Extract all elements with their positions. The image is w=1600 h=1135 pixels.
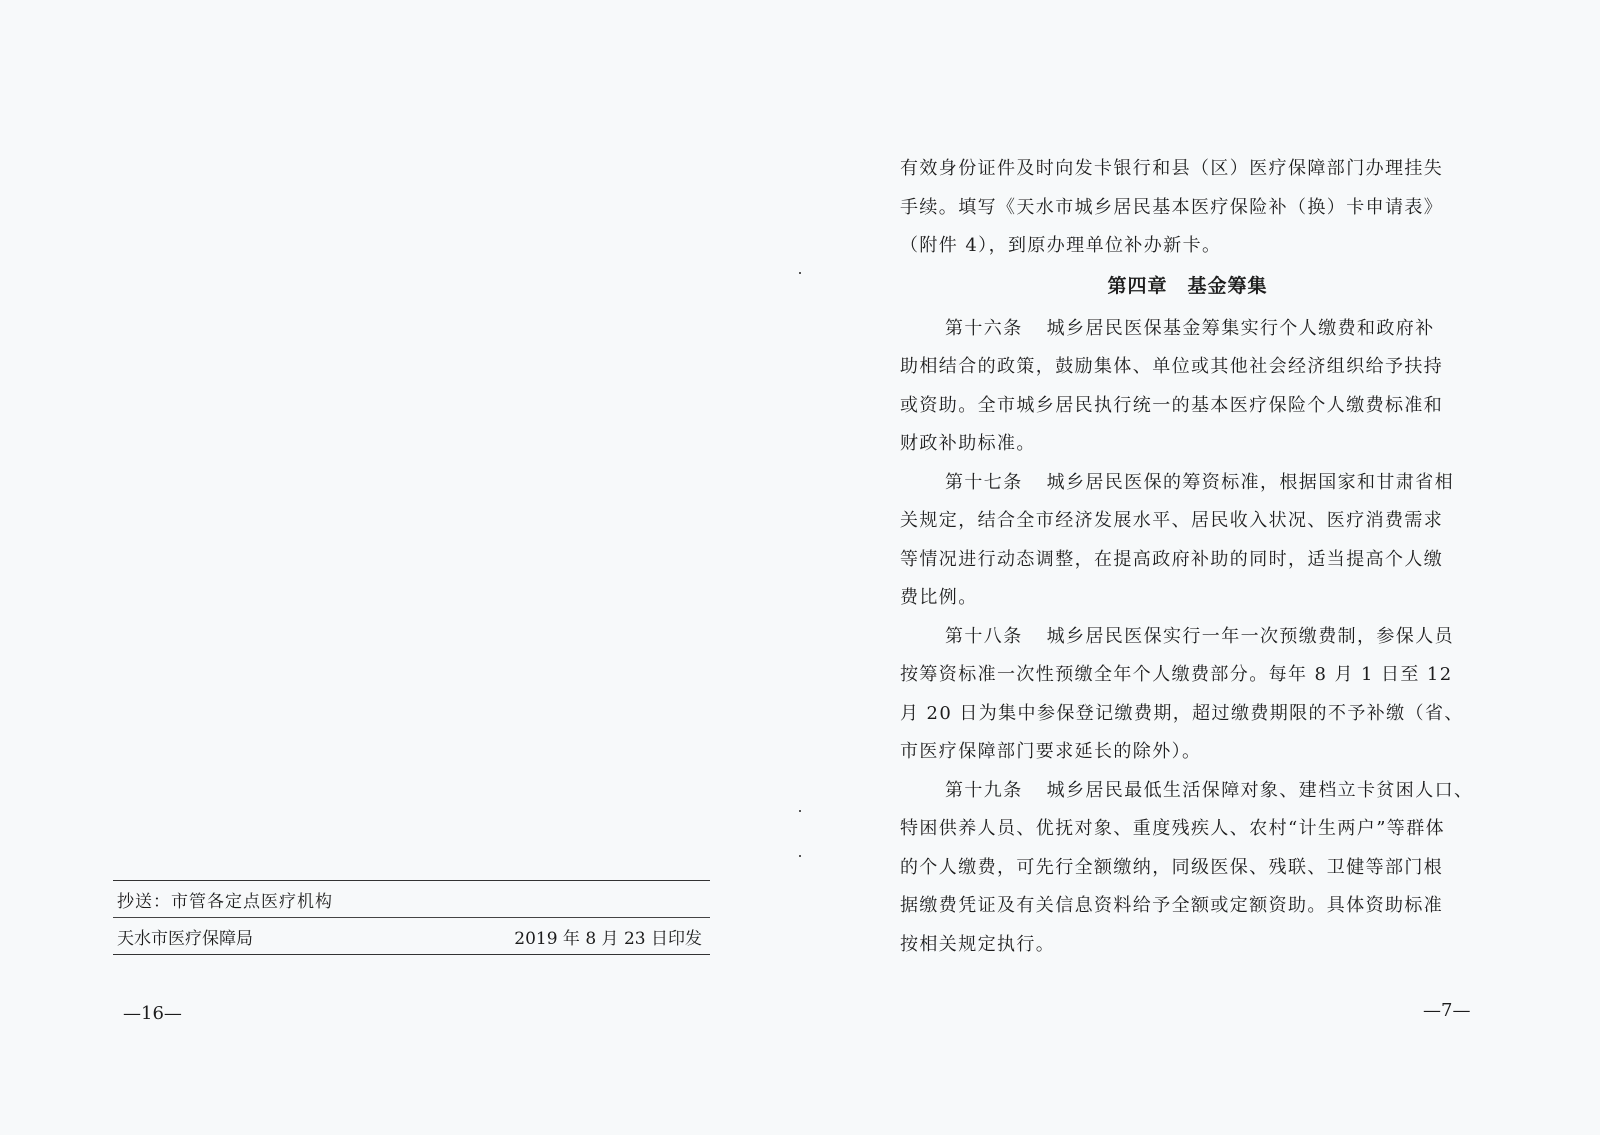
article-text: 城乡居民最低生活保障对象、建档立卡贫困人口、 bbox=[1046, 779, 1474, 801]
chapter-heading bbox=[900, 266, 1475, 310]
article-label: 第十九条 bbox=[945, 779, 1023, 801]
text-line: （附件 4），到原办理单位补办新卡。 bbox=[900, 235, 1222, 256]
text-line: 月 20 日为集中参保登记缴费期，超过缴费期限的不予补缴（省、 bbox=[900, 702, 1464, 724]
text-line: 有效身份证件及时向发卡银行和县（区）医疗保障部门办理挂失 bbox=[900, 158, 1444, 179]
text-line: 按筹资标准一次性预缴全年个人缴费部分。每年 8 月 1 日至 12 bbox=[900, 664, 1453, 685]
chapter-number: 第四章 bbox=[1107, 274, 1168, 297]
article-17-first-line bbox=[900, 464, 1475, 503]
article-text: 城乡居民医保基金筹集实行个人缴费和政府补 bbox=[1046, 317, 1435, 339]
issue-date: 2019 年 8 月 23 日印发 bbox=[514, 928, 702, 949]
text-line: 费比例。 bbox=[900, 587, 978, 608]
text-line: 或资助。全市城乡居民执行统一的基本医疗保险个人缴费标准和 bbox=[900, 394, 1444, 416]
chapter-title: 基金筹集 bbox=[1187, 274, 1268, 297]
text-line: 据缴费凭证及有关信息资料给予全额或定额资助。具体资助标准 bbox=[900, 895, 1444, 916]
distribution-footer bbox=[113, 880, 710, 955]
text-line: 关规定，结合全市经济发展水平、居民收入状况、医疗消费需求 bbox=[900, 510, 1444, 531]
article-text: 城乡居民医保实行一年一次预缴费制，参保人员 bbox=[1046, 625, 1455, 647]
text-line: 财政补助标准。 bbox=[900, 433, 1036, 454]
article-18-first-line bbox=[900, 618, 1475, 657]
text-line: 助相结合的政策，鼓励集体、单位或其他社会经济组织给予扶持 bbox=[900, 356, 1444, 377]
cc-label: 抄送： bbox=[117, 891, 171, 912]
text-line: 特困供养人员、优抚对象、重度残疾人、农村“计生两户”等群体 bbox=[900, 818, 1446, 839]
body-text bbox=[900, 150, 1475, 964]
cc-recipients: 市管各定点医疗机构 bbox=[171, 891, 333, 912]
issue-line bbox=[113, 918, 710, 954]
page-number-left: —16— bbox=[123, 1003, 182, 1024]
article-label: 第十六条 bbox=[945, 317, 1023, 339]
text-line: 市医疗保障部门要求延长的除外）。 bbox=[900, 741, 1202, 762]
text-line: 按相关规定执行。 bbox=[900, 933, 1056, 955]
issuer: 天水市医疗保障局 bbox=[117, 928, 253, 949]
footer-bottom-rule bbox=[113, 954, 710, 955]
article-label: 第十八条 bbox=[945, 625, 1023, 647]
article-text: 城乡居民医保的筹资标准，根据国家和甘肃省相 bbox=[1046, 471, 1455, 493]
article-16-first-line bbox=[900, 310, 1475, 349]
article-label: 第十七条 bbox=[945, 471, 1023, 493]
text-line: 等情况进行动态调整，在提高政府补助的同时，适当提高个人缴 bbox=[900, 548, 1444, 570]
article-19-first-line bbox=[900, 772, 1475, 811]
cc-line bbox=[113, 881, 710, 917]
page-number-right: —7— bbox=[1423, 1000, 1471, 1021]
text-line: 的个人缴费，可先行全额缴纳，同级医保、残联、卫健等部门根 bbox=[900, 856, 1444, 878]
text-line: 手续。填写《天水市城乡居民基本医疗保险补（换）卡申请表》 bbox=[900, 196, 1444, 218]
